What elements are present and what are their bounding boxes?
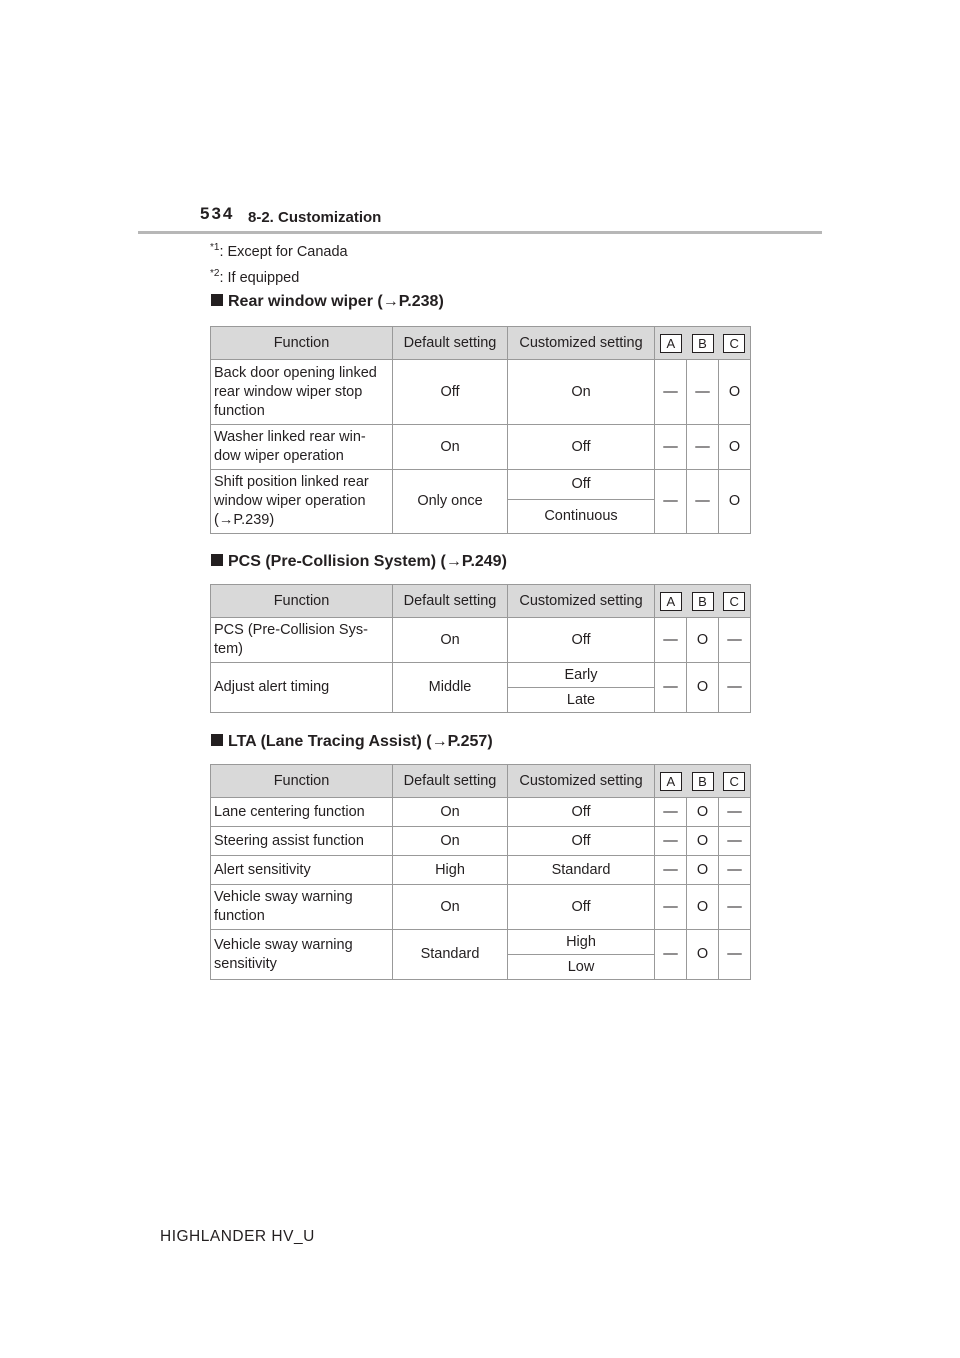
cell-custom: Low — [508, 955, 655, 980]
table-row — [211, 827, 751, 856]
cell-a: — — [655, 856, 687, 885]
table-pcs — [210, 584, 751, 713]
cell-function: Vehicle sway warning sensitivity — [211, 930, 393, 980]
cell-b: O — [687, 930, 719, 980]
heading-pcs: PCS (Pre-Collision System) (→P.249) — [211, 553, 507, 571]
cell-a: — — [655, 885, 687, 930]
page-ref-link[interactable]: P.238) — [398, 293, 444, 310]
cell-custom: Late — [508, 688, 655, 713]
col-models — [655, 585, 751, 618]
cell-custom: Off — [508, 425, 655, 470]
cell-custom: High — [508, 930, 655, 955]
footnote-1: $^{*1}$: Except for Canada — [210, 242, 348, 260]
model-a-icon: A — [660, 334, 682, 353]
cell-default: On — [393, 827, 508, 856]
cell-function: Washer linked rear win-dow wiper operation — [211, 425, 393, 470]
cell-c: — — [719, 618, 751, 663]
cell-c: — — [719, 663, 751, 713]
table-row — [211, 930, 751, 955]
model-a-icon: A — [660, 772, 682, 791]
model-c-icon: C — [723, 334, 745, 353]
page-number: 534 — [200, 204, 235, 223]
col-default: Default setting — [393, 327, 508, 360]
cell-c: O — [719, 470, 751, 534]
cell-b: — — [687, 470, 719, 534]
model-b-icon: B — [692, 772, 714, 791]
cell-a: — — [655, 930, 687, 980]
cell-b: — — [687, 360, 719, 425]
page-ref-link[interactable]: P.239) — [233, 512, 275, 528]
cell-custom: Off — [508, 885, 655, 930]
cell-default: High — [393, 856, 508, 885]
cell-a: — — [655, 360, 687, 425]
square-bullet-icon — [211, 294, 223, 306]
page-ref-link[interactable]: P.249) — [461, 553, 507, 570]
model-a-icon: A — [660, 592, 682, 611]
cell-b: O — [687, 827, 719, 856]
cell-custom: Continuous — [508, 499, 655, 533]
table-lta — [210, 764, 751, 980]
cell-c: — — [719, 827, 751, 856]
heading-rear-window-wiper: Rear window wiper (→P.238) — [211, 293, 444, 311]
cell-a: — — [655, 827, 687, 856]
cell-a: — — [655, 470, 687, 534]
cell-function: Lane centering function — [211, 798, 393, 827]
cell-default: Standard — [393, 930, 508, 980]
square-bullet-icon — [211, 554, 223, 566]
cell-b: — — [687, 425, 719, 470]
cell-custom: Standard — [508, 856, 655, 885]
cell-custom: Off — [508, 618, 655, 663]
cell-c: — — [719, 798, 751, 827]
cell-b: O — [687, 798, 719, 827]
table-row — [211, 663, 751, 688]
table-row — [211, 856, 751, 885]
cell-function: Alert sensitivity — [211, 856, 393, 885]
footer-model: HIGHLANDER HV_U — [160, 1228, 315, 1245]
cell-a: — — [655, 425, 687, 470]
cell-function: Shift position linked rear window wiper operation (→P.239) — [211, 470, 393, 534]
cell-b: O — [687, 856, 719, 885]
table-rear-window-wiper — [210, 326, 751, 534]
cell-custom: Off — [508, 470, 655, 500]
cell-custom: On — [508, 360, 655, 425]
table-header-row — [211, 585, 751, 618]
cell-default: On — [393, 885, 508, 930]
col-default: Default setting — [393, 585, 508, 618]
cell-b: O — [687, 663, 719, 713]
model-c-icon: C — [723, 592, 745, 611]
col-function: Function — [211, 585, 393, 618]
table-row — [211, 360, 751, 425]
col-default: Default setting — [393, 765, 508, 798]
cell-a: — — [655, 618, 687, 663]
cell-b: O — [687, 885, 719, 930]
cell-custom: Off — [508, 798, 655, 827]
cell-function: Steering assist function — [211, 827, 393, 856]
cell-c: O — [719, 425, 751, 470]
cell-c: O — [719, 360, 751, 425]
cell-b: O — [687, 618, 719, 663]
heading-lta: LTA (Lane Tracing Assist) (→P.257) — [211, 733, 493, 751]
header-rule — [138, 231, 822, 234]
col-models — [655, 327, 751, 360]
cell-default: Middle — [393, 663, 508, 713]
cell-custom: Off — [508, 827, 655, 856]
model-b-icon: B — [692, 334, 714, 353]
cell-function: Vehicle sway warning function — [211, 885, 393, 930]
cell-default: On — [393, 798, 508, 827]
model-b-icon: B — [692, 592, 714, 611]
cell-default: On — [393, 425, 508, 470]
table-header-row — [211, 327, 751, 360]
cell-c: — — [719, 885, 751, 930]
page-ref-link[interactable]: P.257) — [447, 733, 493, 750]
cell-a: — — [655, 663, 687, 713]
cell-function: Back door opening linked rear window wiper stop function — [211, 360, 393, 425]
cell-default: Off — [393, 360, 508, 425]
cell-function: Adjust alert timing — [211, 663, 393, 713]
col-function: Function — [211, 327, 393, 360]
table-header-row — [211, 765, 751, 798]
col-custom: Customized setting — [508, 765, 655, 798]
table-row — [211, 798, 751, 827]
model-c-icon: C — [723, 772, 745, 791]
col-models — [655, 765, 751, 798]
cell-function: PCS (Pre-Collision Sys-tem) — [211, 618, 393, 663]
cell-default: On — [393, 618, 508, 663]
footnote-2: $^{*2}$: If equipped — [210, 268, 300, 286]
section-title: 8-2. Customization — [248, 209, 382, 226]
col-custom: Customized setting — [508, 327, 655, 360]
col-function: Function — [211, 765, 393, 798]
col-custom: Customized setting — [508, 585, 655, 618]
table-row — [211, 470, 751, 500]
cell-default: Only once — [393, 470, 508, 534]
table-row — [211, 618, 751, 663]
cell-a: — — [655, 798, 687, 827]
table-row — [211, 885, 751, 930]
table-row — [211, 425, 751, 470]
cell-c: — — [719, 856, 751, 885]
cell-c: — — [719, 930, 751, 980]
cell-custom: Early — [508, 663, 655, 688]
square-bullet-icon — [211, 734, 223, 746]
